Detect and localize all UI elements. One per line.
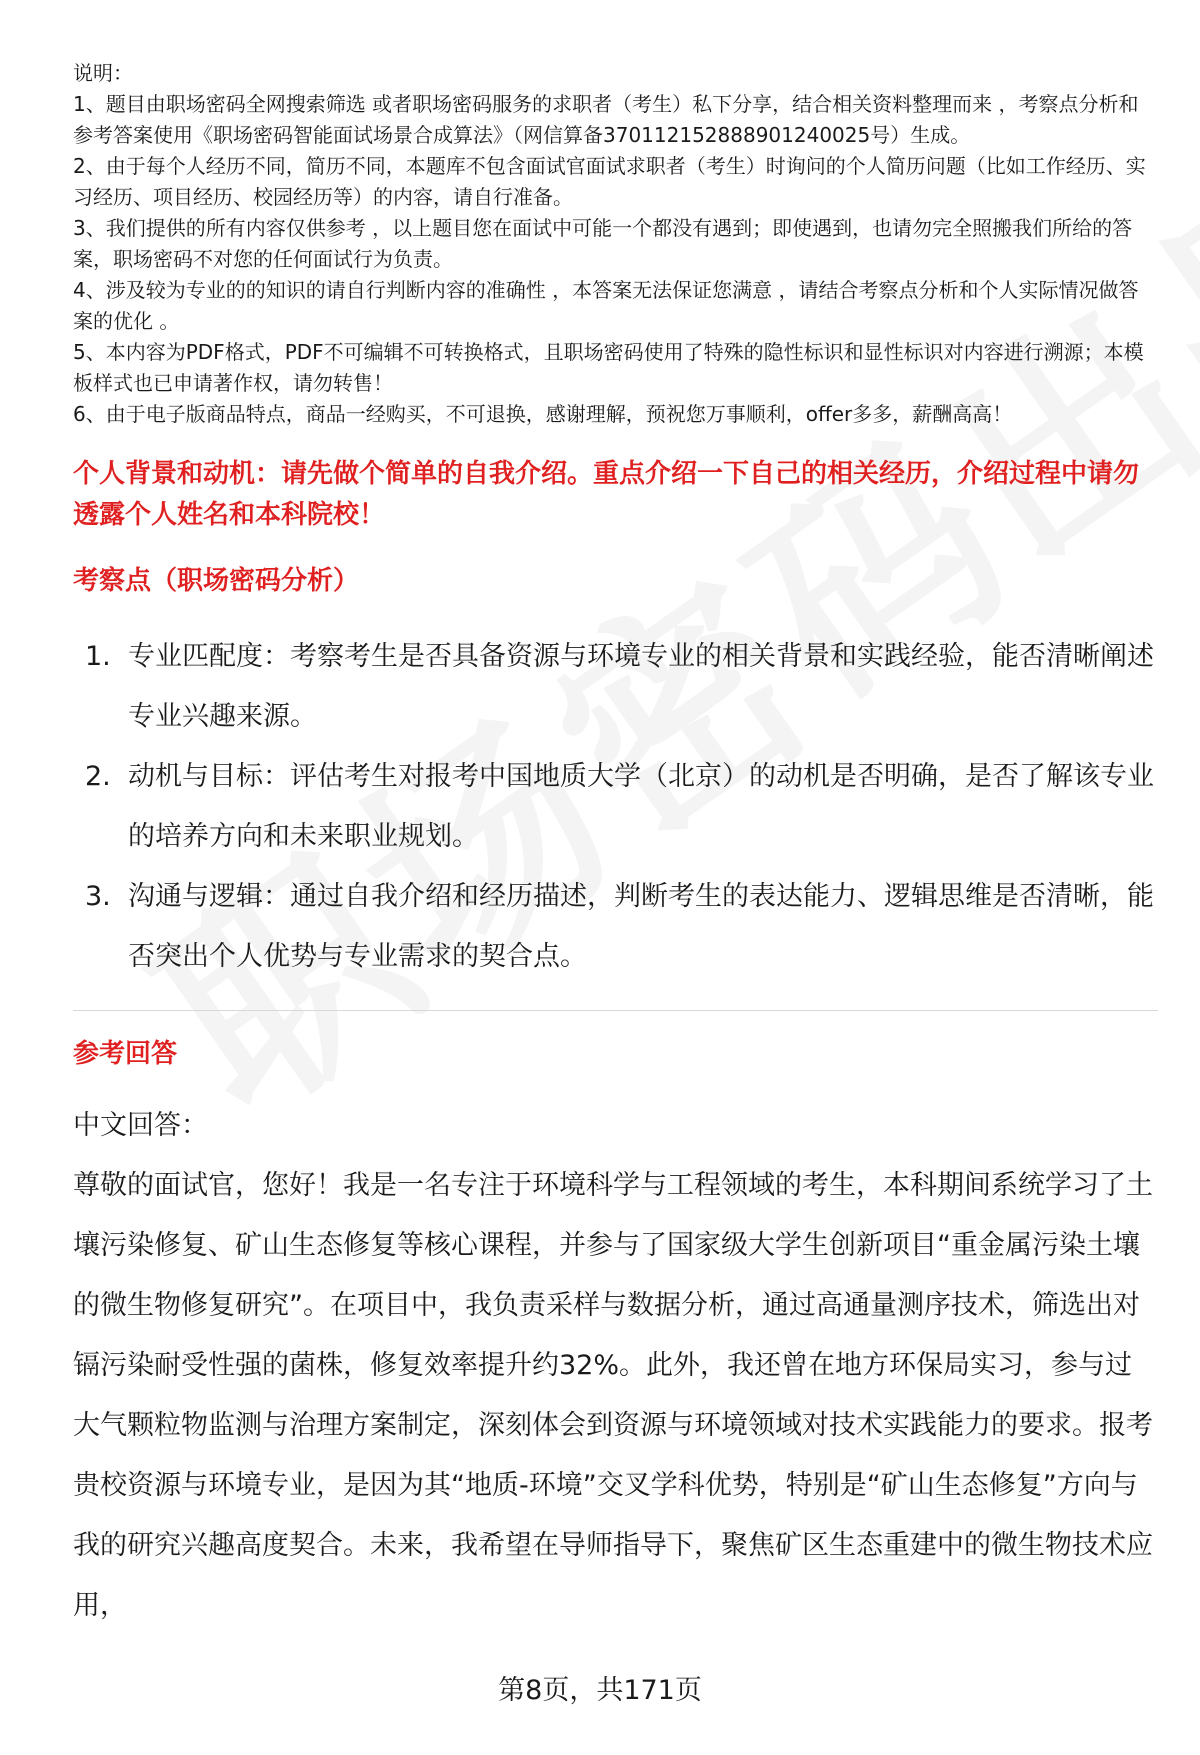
key-point-number: 1. [85, 641, 111, 672]
note-item: 5、本内容为PDF格式，PDF不可编辑不可转换格式，且职场密码使用了特殊的隐性标识和显性标识对内容进行溯源；本模板样式也已申请著作权，请勿转售！ [73, 340, 1144, 395]
notes-heading: 说明： [73, 61, 133, 85]
key-point-text: 动机与目标：评估考生对报考中国地质大学（北京）的动机是否明确，是否了解该专业的培养方向和未来职业规划。 [128, 761, 1154, 852]
note-item: 1、题目由职场密码全网搜索筛选 或者职场密码服务的求职者（考生）私下分享，结合相关资料整理而来 ，考察点分析和参考答案使用《职场密码智能面试场景合成算法》（网信算备370112152888901240025号）生成。 [73, 92, 1139, 147]
answer-subtitle: 中文回答： [73, 1110, 208, 1141]
key-point-number: 2. [85, 761, 111, 792]
notes-section [73, 58, 1158, 430]
key-point-number: 3. [85, 881, 111, 912]
answer-body: 尊敬的面试官，您好！我是一名专注于环境科学与工程领域的考生，本科期间系统学习了土壤污染修复、矿山生态修复等核心课程，并参与了国家级大学生创新项目“重金属污染土壤的微生物修复研究”。在项目中，我负责采样与数据分析，通过高通量测序技术，筛选出对镉污染耐受性强的菌株，修复效率提升约32%。此外，我还曾在地方环保局实习，参与过大气颗粒物监测与治理方案制定，深刻体会到资源与环境领域对技术实践能力的要求。报考贵校资源与环境专业，是因为其“地质-环境”交叉学科优势，特别是“矿山生态修复”方向与我的研究兴趣高度契合。未来，我希望在导师指导下，聚焦矿区生态重建中的微生物技术应用， [73, 1170, 1153, 1621]
key-point-text: 沟通与逻辑：通过自我介绍和经历描述，判断考生的表达能力、逻辑思维是否清晰，能否突出个人优势与专业需求的契合点。 [128, 881, 1154, 972]
key-points-list [73, 627, 1158, 987]
note-item: 6、由于电子版商品特点，商品一经购买，不可退换，感谢理解，预祝您万事顺利，offer多多，薪酬高高！ [73, 402, 1013, 426]
answer-title: 参考回答 [73, 1039, 178, 1069]
key-point-item [73, 627, 1158, 747]
page-number: 第8页，共171页 [498, 1675, 702, 1706]
note-item: 4、涉及较为专业的的知识的请自行判断内容的准确性 ，本答案无法保证您满意 ，请结合考察点分析和个人实际情况做答案的优化 。 [73, 278, 1139, 333]
section-divider [73, 1010, 1158, 1011]
question-heading: 个人背景和动机：请先做个简单的自我介绍。重点介绍一下自己的相关经历，介绍过程中请勿透露个人姓名和本科院校！ [73, 459, 1140, 530]
key-point-item [73, 747, 1158, 867]
note-item: 2、由于每个人经历不同，简历不同，本题库不包含面试官面试求职者（考生）时询问的个人简历问题（比如工作经历、实习经历、项目经历、校园经历等）的内容，请自行准备。 [73, 154, 1146, 209]
key-point-item [73, 867, 1158, 987]
note-item: 3、我们提供的所有内容仅供参考 ，以上题目您在面试中可能一个都没有遇到；即使遇到，也请勿完全照搬我们所给的答案，职场密码不对您的任何面试行为负责。 [73, 216, 1133, 271]
key-points-title: 考察点（职场密码分析） [73, 566, 360, 596]
key-point-text: 专业匹配度：考察考生是否具备资源与环境专业的相关背景和实践经验，能否清晰阐述专业兴趣来源。 [128, 641, 1154, 732]
answer-section [73, 1096, 1158, 1636]
document-body [73, 58, 1158, 1636]
